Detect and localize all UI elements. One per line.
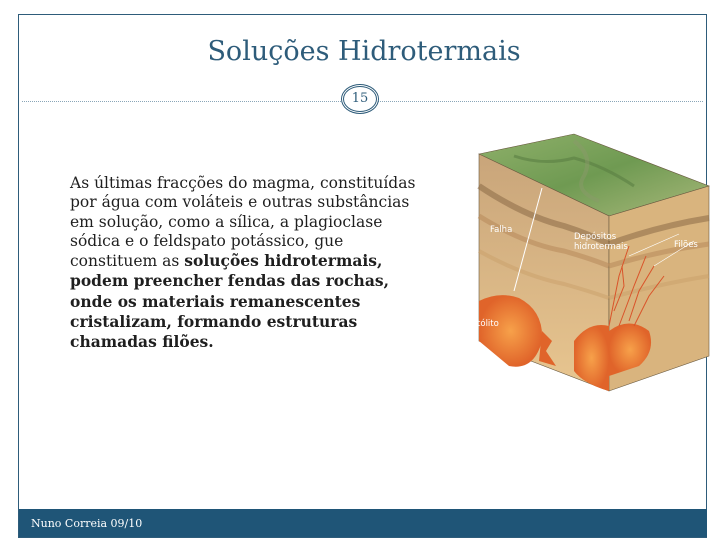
label-filoes: Filões — [674, 240, 698, 250]
page-number-badge: 15 — [341, 84, 379, 114]
label-depositos-2: hidrotermais — [574, 242, 628, 252]
body-text-bold: soluções hidrotermais, podem preencher fendas das rochas, onde os materiais remanescentes cristalizam, formando estruturas chamadas filões. — [70, 251, 389, 352]
footer-bar — [19, 509, 707, 537]
label-falha: Falha — [490, 225, 513, 235]
footer-author: Nuno Correia 09/10 — [31, 517, 143, 530]
hydrothermal-block-diagram — [424, 126, 714, 406]
body-text-normal: As últimas fracções do magma, constituídas por água com voláteis e outras substâncias em solução, como a sílica, a plagioclase sódica e o feldspato potássico, gue constituem as — [70, 174, 416, 271]
slide-title: Soluções Hidrotermais — [207, 36, 521, 67]
body-paragraph — [70, 174, 420, 353]
label-depositos-1: Depósitos — [574, 232, 617, 242]
label-batolito: Batólito — [466, 319, 499, 329]
